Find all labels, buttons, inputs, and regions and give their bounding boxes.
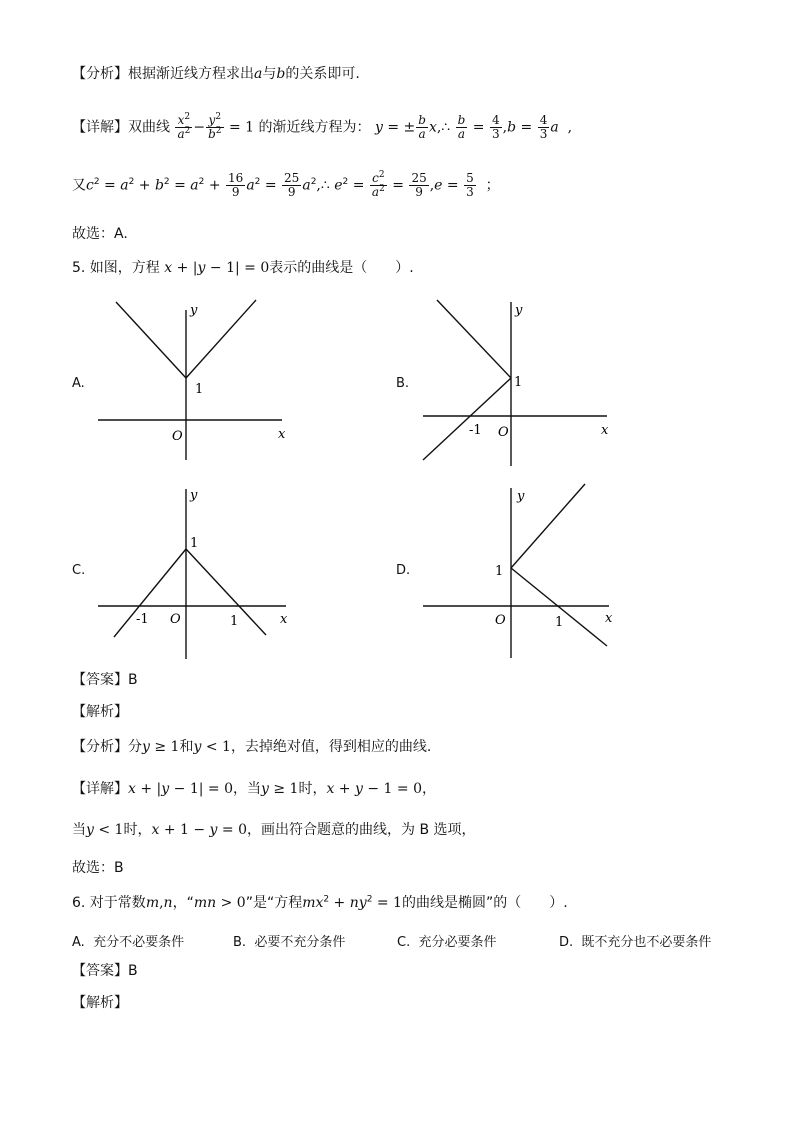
q6-option-d[interactable]: D. 既不充分也不必要条件 xyxy=(559,935,712,950)
q6-option-b[interactable]: B. 必要不充分条件 xyxy=(233,935,346,950)
mark-neg1: -1 xyxy=(136,612,149,627)
q6-option-a[interactable]: A. 充分不必要条件 xyxy=(72,935,185,950)
y-label: y xyxy=(190,303,198,318)
q5-answer: 【答案】B xyxy=(72,672,138,688)
q5-option-a-label[interactable]: A. xyxy=(72,376,85,391)
x-label: x xyxy=(278,427,286,442)
y-label: y xyxy=(515,303,523,318)
q5-jiexi: 【解析】 xyxy=(72,704,128,720)
q6-option-c[interactable]: C. 充分必要条件 xyxy=(397,935,497,950)
q5-graph-b[interactable] xyxy=(415,292,635,472)
q6-stem: 6. 对于常数m,n，“mn > 0”是“方程$mx^2 + ny^2 = 1$的曲线是椭圆”的（ ）. xyxy=(72,894,568,911)
q6-jiexi: 【解析】 xyxy=(72,995,128,1011)
mark-x1: 1 xyxy=(555,615,564,630)
x-label: x xyxy=(280,612,288,627)
q5-option-d-label[interactable]: D. xyxy=(396,563,411,578)
q6-answer: 【答案】B xyxy=(72,963,138,979)
mark-x1: 1 xyxy=(230,614,239,629)
mark-1: 1 xyxy=(514,375,523,390)
mark-1: 1 xyxy=(495,564,504,579)
curve-lower xyxy=(423,378,511,460)
curve-lower xyxy=(511,568,607,646)
origin-label: O xyxy=(495,613,506,628)
x-label: x xyxy=(601,423,609,438)
origin-label: O xyxy=(170,612,181,627)
mark-neg1: -1 xyxy=(469,423,482,438)
origin-label: O xyxy=(498,425,509,440)
mark-1: 1 xyxy=(190,536,199,551)
q5-answer-value: B xyxy=(128,672,138,688)
q5-graph-c[interactable] xyxy=(90,485,310,665)
q5-option-c-label[interactable]: C. xyxy=(72,563,86,578)
y-label: y xyxy=(190,488,198,503)
y-label: y xyxy=(517,489,525,504)
tag-analysis: 【分析】 xyxy=(72,66,128,82)
q5-detail: 【详解】x + |y − 1| = 0，当y ≥ 1时，x + y − 1 = 0， xyxy=(72,781,436,797)
q5-option-b-label[interactable]: B. xyxy=(396,376,410,391)
q5-analysis: 【分析】分y ≥ 1和y < 1，去掉绝对值，得到相应的曲线. xyxy=(72,739,432,755)
q6-answer-value: B xyxy=(128,963,138,979)
q4-analysis: 【分析】根据渐近线方程求出a与b的关系即可. xyxy=(72,66,360,82)
q4-detail: 【详解】双曲线 $\frac{x^2}{a^2}$ − $\frac{y^2}{b^2}$ = 1 的渐近线方程为： y = ± $\frac{b}{a}$ x,∴ $\frac{b}{a}$ = $\frac{4}{3}$ ,b = $\frac{4}{3}$ a , xyxy=(72,112,573,141)
x-label: x xyxy=(605,611,613,626)
q5-case2: 当y < 1时，x + 1 − y = 0，画出符合题意的曲线，为 B 选项， xyxy=(72,822,476,838)
curve-right xyxy=(186,549,266,635)
q4-detail-2: 又$c^2 = a^2 + b^2 = a^2$ + $\frac{16}{9}$ $a^2$ = $\frac{25}{9}$ $a^2,\therefore$ $e^2$ = $\frac{c^2}{a^2}$ = $\frac{25}{9}$ ,e = $\frac{5}{3}$ ； xyxy=(72,170,500,199)
curve-left xyxy=(116,302,186,378)
mark-1: 1 xyxy=(195,382,204,397)
origin-label: O xyxy=(172,429,183,444)
q5-graph-d[interactable] xyxy=(415,482,635,662)
q5-stem: 5. 如图，方程 x + |y − 1| = 0表示的曲线是（ ）. xyxy=(72,260,414,276)
q4-conclusion: 故选：A. xyxy=(72,226,128,242)
q5-graph-a[interactable] xyxy=(90,292,310,472)
tag-detail: 【详解】 xyxy=(72,119,128,136)
curve-upper xyxy=(437,300,511,378)
q5-conclusion: 故选：B xyxy=(72,860,124,876)
